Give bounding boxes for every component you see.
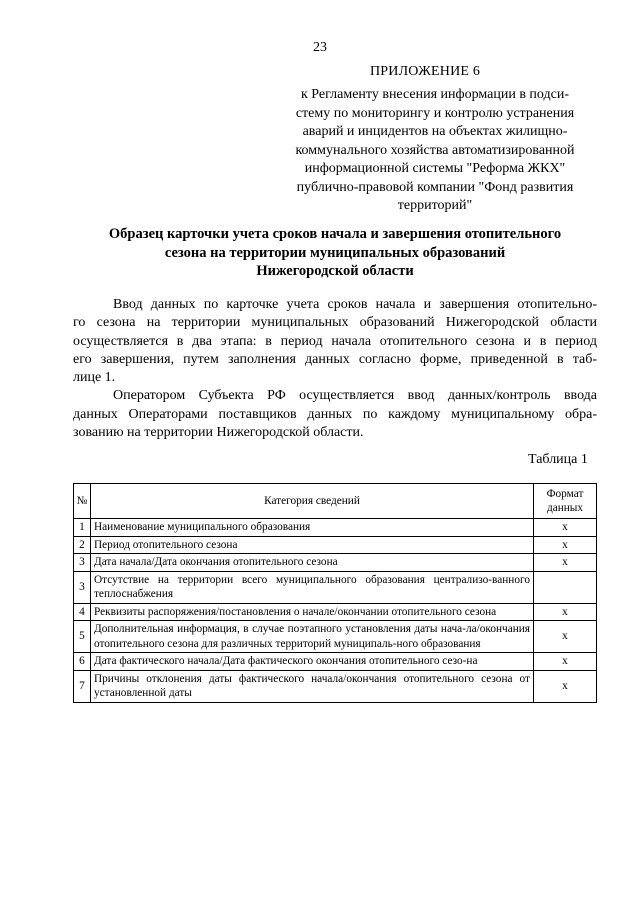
appendix-line: к Регламенту внесения информации в подси- [300, 87, 570, 102]
table-caption: Таблица 1 [528, 452, 588, 467]
header-category: Категория сведений [91, 484, 534, 519]
table-row [74, 519, 597, 537]
paragraph-line: его завершения, путем заполнения данных согласно форме, приведенной в таб- [73, 351, 597, 367]
row-category: Причины отклонения даты фактического начала/окончания отопительного сезона от установленной даты [91, 670, 534, 702]
row-number: 3 [74, 571, 91, 603]
row-number: 5 [74, 621, 91, 653]
row-category: Дата начала/Дата окончания отопительного сезона [91, 554, 534, 572]
row-format: х [534, 621, 597, 653]
appendix-title: ПРИЛОЖЕНИЕ 6 [370, 64, 481, 79]
row-format: х [534, 653, 597, 671]
row-format: х [534, 554, 597, 572]
row-format: х [534, 603, 597, 621]
paragraph-line: лице 1. [73, 370, 116, 386]
appendix-line: коммунального хозяйства автоматизированной [295, 142, 575, 158]
title-line: сезона на территории муниципальных образований [164, 244, 506, 261]
appendix-line: публично-правовой компании "Фонд развития [296, 179, 574, 195]
table-row [74, 670, 597, 702]
paragraph-line: данных Операторами поставщиков данных по каждому муниципальному обра- [73, 406, 597, 422]
table-row [74, 603, 597, 621]
header-num: № [74, 484, 91, 519]
paragraph-line: зованию на территории Нижегородской области. [73, 425, 364, 441]
table-row [74, 653, 597, 671]
row-category: Дополнительная информация, в случае поэтапного установления даты нача-ла/окончания отопительного сезона для различных территорий муниципаль-ного образования [91, 621, 534, 653]
row-format: х [534, 536, 597, 554]
info-table [73, 483, 597, 703]
row-number: 6 [74, 653, 91, 671]
row-category: Наименование муниципального образования [91, 519, 534, 537]
row-number: 3 [74, 554, 91, 572]
appendix-line: стему по мониторингу и контролю устранения [295, 105, 575, 121]
row-number: 4 [74, 603, 91, 621]
appendix-line: информационной системы "Реформа ЖКХ" [304, 161, 566, 176]
row-category: Дата фактического начала/Дата фактического окончания отопительного сезо-на [91, 653, 534, 671]
table-row [74, 554, 597, 572]
table-row [74, 621, 597, 653]
paragraph-line: осуществляется в два этапа: в период начала отопительного сезона и в период [73, 333, 597, 349]
appendix-line: аварий и инцидентов на объектах жилищно- [302, 124, 568, 139]
body-text [73, 296, 597, 442]
row-format: х [534, 519, 597, 537]
appendix-line: территорий" [397, 198, 473, 213]
row-category: Период отопительного сезона [91, 536, 534, 554]
table-row [74, 571, 597, 603]
table-header-row [74, 484, 597, 519]
paragraph-line: го сезона на территории муниципальных образований Нижегородской области [73, 315, 597, 331]
document-title [70, 225, 600, 281]
row-format: х [534, 670, 597, 702]
row-category: Отсутствие на территории всего муниципального образования централизо-ванного теплоснабжения [91, 571, 534, 603]
paragraph-line: Ввод данных по карточке учета сроков начала и завершения отопительно- [113, 297, 597, 312]
appendix-description [270, 86, 600, 216]
title-line: Нижегородской области [256, 263, 414, 279]
row-number: 2 [74, 536, 91, 554]
table-row [74, 536, 597, 554]
title-line: Образец карточки учета сроков начала и завершения отопительного [108, 226, 562, 242]
row-number: 1 [74, 519, 91, 537]
table-body [74, 519, 597, 703]
paragraph-line: Оператором Субъекта РФ осуществляется ввод данных/контроль ввода [113, 388, 597, 404]
page-number: 23 [313, 40, 327, 55]
row-format [534, 571, 597, 603]
row-category: Реквизиты распоряжения/постановления о начале/окончании отопительного сезона [91, 603, 534, 621]
header-format: Формат данных [534, 484, 597, 519]
row-number: 7 [74, 670, 91, 702]
